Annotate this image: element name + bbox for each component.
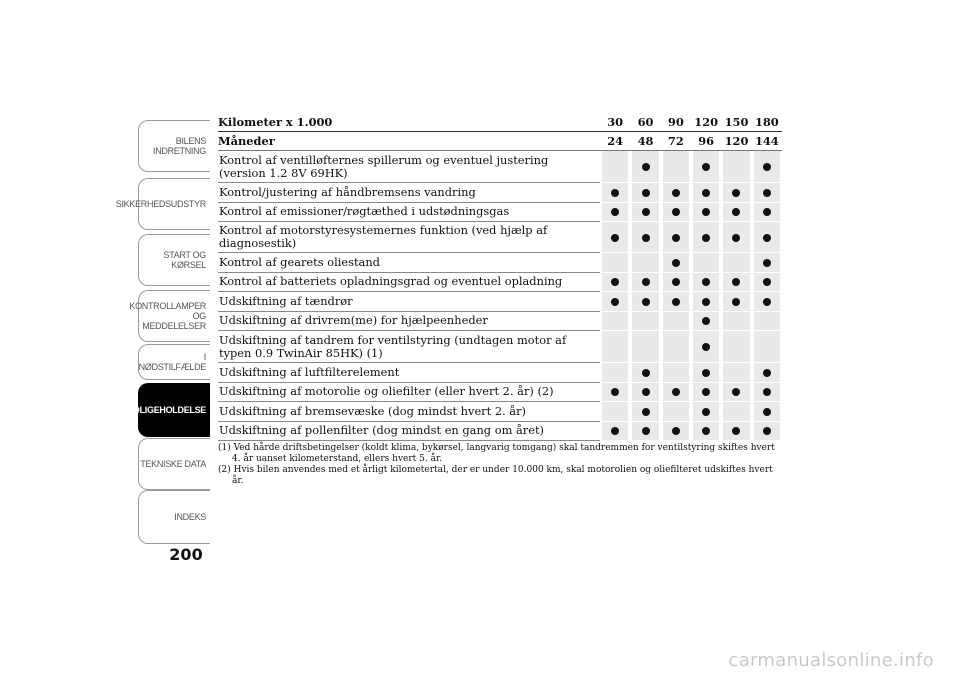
service-dot-icon [732, 278, 740, 286]
interval-cell [600, 183, 630, 203]
chapter-tab-2[interactable]: START OG KØRSEL [138, 234, 210, 286]
service-dot-icon [611, 427, 619, 435]
interval-cell [661, 312, 691, 332]
interval-cell [661, 422, 691, 442]
interval-cell [691, 331, 721, 363]
service-dot-icon [702, 189, 710, 197]
footnote-1: (1) Ved hårde driftsbetingelser (koldt klima, bykørsel, langvarig tomgang) skal tandremmen for ventilstyring skiftes hvert 4. år uanset kilometerstand, ellers hvert 5. år. [218, 443, 775, 464]
interval-cell [600, 253, 630, 273]
interval-cell [691, 273, 721, 293]
service-dot-icon [611, 189, 619, 197]
interval-cell [661, 222, 691, 253]
interval-cell [721, 292, 751, 312]
service-dot-icon [642, 163, 650, 171]
table-row [218, 422, 782, 442]
service-dot-icon [702, 234, 710, 242]
interval-cell [630, 422, 660, 442]
months-value: 120 [721, 132, 751, 151]
service-dot-icon [702, 388, 710, 396]
footnotes [218, 443, 782, 487]
interval-cell [691, 312, 721, 332]
interval-cell [661, 253, 691, 273]
interval-cell [752, 203, 782, 223]
row-description: Kontrol/justering af håndbremsens vandring [218, 183, 600, 203]
service-dot-icon [702, 408, 710, 416]
interval-cell [752, 253, 782, 273]
row-description: Kontrol af gearets oliestand [218, 253, 600, 273]
interval-cell [752, 383, 782, 403]
service-dot-icon [642, 369, 650, 377]
interval-cell [661, 331, 691, 363]
service-dot-icon [642, 278, 650, 286]
service-dot-icon [763, 163, 771, 171]
service-dot-icon [702, 298, 710, 306]
service-dot-icon [702, 208, 710, 216]
row-description: Udskiftning af luftfilterelement [218, 363, 600, 383]
table-row [218, 312, 782, 332]
interval-cell [752, 183, 782, 203]
km-value: 30 [600, 113, 630, 132]
km-header-row [218, 113, 782, 132]
interval-cell [721, 422, 751, 442]
interval-cell [691, 222, 721, 253]
interval-cell [752, 151, 782, 183]
maintenance-table [218, 113, 782, 441]
interval-cell [752, 363, 782, 383]
interval-cell [721, 151, 751, 183]
interval-cell [600, 363, 630, 383]
service-dot-icon [611, 298, 619, 306]
interval-cell [752, 312, 782, 332]
row-description: Kontrol af emissioner/røgtæthed i udstødningsgas [218, 203, 600, 223]
row-description: Udskiftning af bremsevæske (dog mindst hvert 2. år) [218, 402, 600, 422]
interval-cell [630, 151, 660, 183]
interval-cell [661, 383, 691, 403]
service-dot-icon [763, 259, 771, 267]
row-description: Udskiftning af drivrem(me) for hjælpeenheder [218, 312, 600, 332]
service-dot-icon [732, 298, 740, 306]
service-dot-icon [732, 388, 740, 396]
service-dot-icon [763, 388, 771, 396]
table-row [218, 253, 782, 273]
service-dot-icon [732, 208, 740, 216]
service-dot-icon [702, 278, 710, 286]
interval-cell [691, 183, 721, 203]
page-number: 200 [169, 545, 203, 564]
interval-cell [721, 273, 751, 293]
interval-cell [630, 222, 660, 253]
interval-cell [691, 383, 721, 403]
service-dot-icon [763, 189, 771, 197]
service-dot-icon [672, 427, 680, 435]
service-dot-icon [642, 189, 650, 197]
row-description: Udskiftning af pollenfilter (dog mindst en gang om året) [218, 422, 600, 442]
table-row [218, 331, 782, 363]
service-dot-icon [672, 278, 680, 286]
service-dot-icon [672, 388, 680, 396]
interval-cell [752, 222, 782, 253]
table-row [218, 402, 782, 422]
chapter-tab-5[interactable]: VEDLIGEHOLDELSE [138, 383, 210, 437]
interval-cell [600, 203, 630, 223]
km-header-label: Kilometer x 1.000 [218, 113, 600, 132]
service-dot-icon [642, 388, 650, 396]
interval-cell [600, 383, 630, 403]
chapter-tab-0[interactable]: BILENS INDRETNING [138, 120, 210, 172]
interval-cell [752, 402, 782, 422]
service-dot-icon [642, 427, 650, 435]
service-dot-icon [763, 369, 771, 377]
interval-cell [721, 253, 751, 273]
service-dot-icon [763, 278, 771, 286]
interval-cell [661, 203, 691, 223]
interval-cell [752, 331, 782, 363]
months-header-label: Måneder [218, 132, 600, 151]
interval-cell [691, 292, 721, 312]
interval-cell [721, 363, 751, 383]
table-row [218, 222, 782, 253]
km-value: 120 [691, 113, 721, 132]
watermark: carmanualsonline.info [728, 650, 934, 671]
interval-cell [691, 402, 721, 422]
row-description: Kontrol af motorstyresystemernes funktion (ved hjælp af diagnosestik) [218, 222, 600, 253]
service-dot-icon [611, 388, 619, 396]
months-header-row [218, 132, 782, 151]
interval-cell [630, 183, 660, 203]
interval-cell [691, 253, 721, 273]
service-dot-icon [702, 163, 710, 171]
maintenance-schedule [218, 113, 782, 487]
km-value: 150 [721, 113, 751, 132]
service-dot-icon [642, 234, 650, 242]
interval-cell [600, 402, 630, 422]
service-dot-icon [732, 427, 740, 435]
interval-cell [630, 363, 660, 383]
chapter-tab-4[interactable]: I NØDSTILFÆLDE [138, 344, 210, 380]
interval-cell [630, 292, 660, 312]
interval-cell [630, 273, 660, 293]
table-row [218, 203, 782, 223]
interval-cell [600, 312, 630, 332]
chapter-tab-7[interactable]: INDEKS [138, 490, 210, 544]
interval-cell [600, 331, 630, 363]
interval-cell [600, 273, 630, 293]
interval-cell [661, 183, 691, 203]
service-dot-icon [672, 298, 680, 306]
interval-cell [630, 402, 660, 422]
interval-cell [721, 331, 751, 363]
interval-cell [630, 253, 660, 273]
interval-cell [752, 292, 782, 312]
months-value: 96 [691, 132, 721, 151]
service-dot-icon [763, 298, 771, 306]
row-description: Kontrol af ventilløfternes spillerum og eventuel justering (version 1.2 8V 69HK) [218, 151, 600, 183]
table-row [218, 273, 782, 293]
interval-cell [691, 422, 721, 442]
row-description: Udskiftning af tændrør [218, 292, 600, 312]
interval-cell [691, 203, 721, 223]
interval-cell [600, 151, 630, 183]
row-description: Kontrol af batteriets opladningsgrad og eventuel opladning [218, 273, 600, 293]
interval-cell [630, 383, 660, 403]
interval-cell [721, 222, 751, 253]
months-value: 48 [630, 132, 660, 151]
service-dot-icon [672, 208, 680, 216]
interval-cell [752, 422, 782, 442]
interval-cell [691, 363, 721, 383]
km-value: 180 [752, 113, 782, 132]
row-description: Udskiftning af tandrem for ventilstyring (undtagen motor af typen 0.9 TwinAir 85HK) (1) [218, 331, 600, 363]
service-dot-icon [611, 208, 619, 216]
km-value: 90 [661, 113, 691, 132]
interval-cell [661, 273, 691, 293]
interval-cell [600, 422, 630, 442]
service-dot-icon [642, 298, 650, 306]
months-value: 144 [752, 132, 782, 151]
service-dot-icon [763, 427, 771, 435]
chapter-tab-6[interactable]: TEKNISKE DATA [138, 438, 210, 490]
service-dot-icon [672, 189, 680, 197]
table-row [218, 151, 782, 183]
interval-cell [721, 203, 751, 223]
table-row [218, 292, 782, 312]
service-dot-icon [763, 408, 771, 416]
chapter-tab-1[interactable]: SIKKERHEDSUDSTYR [138, 178, 210, 230]
interval-cell [630, 312, 660, 332]
row-description: Udskiftning af motorolie og oliefilter (eller hvert 2. år) (2) [218, 383, 600, 403]
table-row [218, 383, 782, 403]
service-dot-icon [763, 234, 771, 242]
interval-cell [721, 183, 751, 203]
months-value: 24 [600, 132, 630, 151]
service-dot-icon [732, 234, 740, 242]
service-dot-icon [642, 208, 650, 216]
service-dot-icon [672, 234, 680, 242]
service-dot-icon [702, 369, 710, 377]
km-value: 60 [630, 113, 660, 132]
service-dot-icon [702, 343, 710, 351]
interval-cell [721, 312, 751, 332]
interval-cell [691, 151, 721, 183]
chapter-tab-3[interactable]: KONTROLLAMPER OG MEDDELELSER [138, 290, 210, 342]
footnote-2: (2) Hvis bilen anvendes med et årligt kilometertal, der er under 10.000 km, skal motorolien og oliefilteret udskiftes hvert år. [218, 465, 773, 486]
service-dot-icon [732, 189, 740, 197]
interval-cell [661, 402, 691, 422]
interval-cell [661, 292, 691, 312]
interval-cell [721, 402, 751, 422]
service-dot-icon [763, 208, 771, 216]
service-dot-icon [672, 259, 680, 267]
table-row [218, 363, 782, 383]
interval-cell [630, 331, 660, 363]
service-dot-icon [611, 234, 619, 242]
service-dot-icon [702, 427, 710, 435]
interval-cell [630, 203, 660, 223]
months-value: 72 [661, 132, 691, 151]
service-dot-icon [702, 317, 710, 325]
service-dot-icon [611, 278, 619, 286]
interval-cell [661, 151, 691, 183]
interval-cell [600, 292, 630, 312]
interval-cell [721, 383, 751, 403]
interval-cell [661, 363, 691, 383]
table-row [218, 183, 782, 203]
interval-cell [752, 273, 782, 293]
interval-cell [600, 222, 630, 253]
service-dot-icon [642, 408, 650, 416]
